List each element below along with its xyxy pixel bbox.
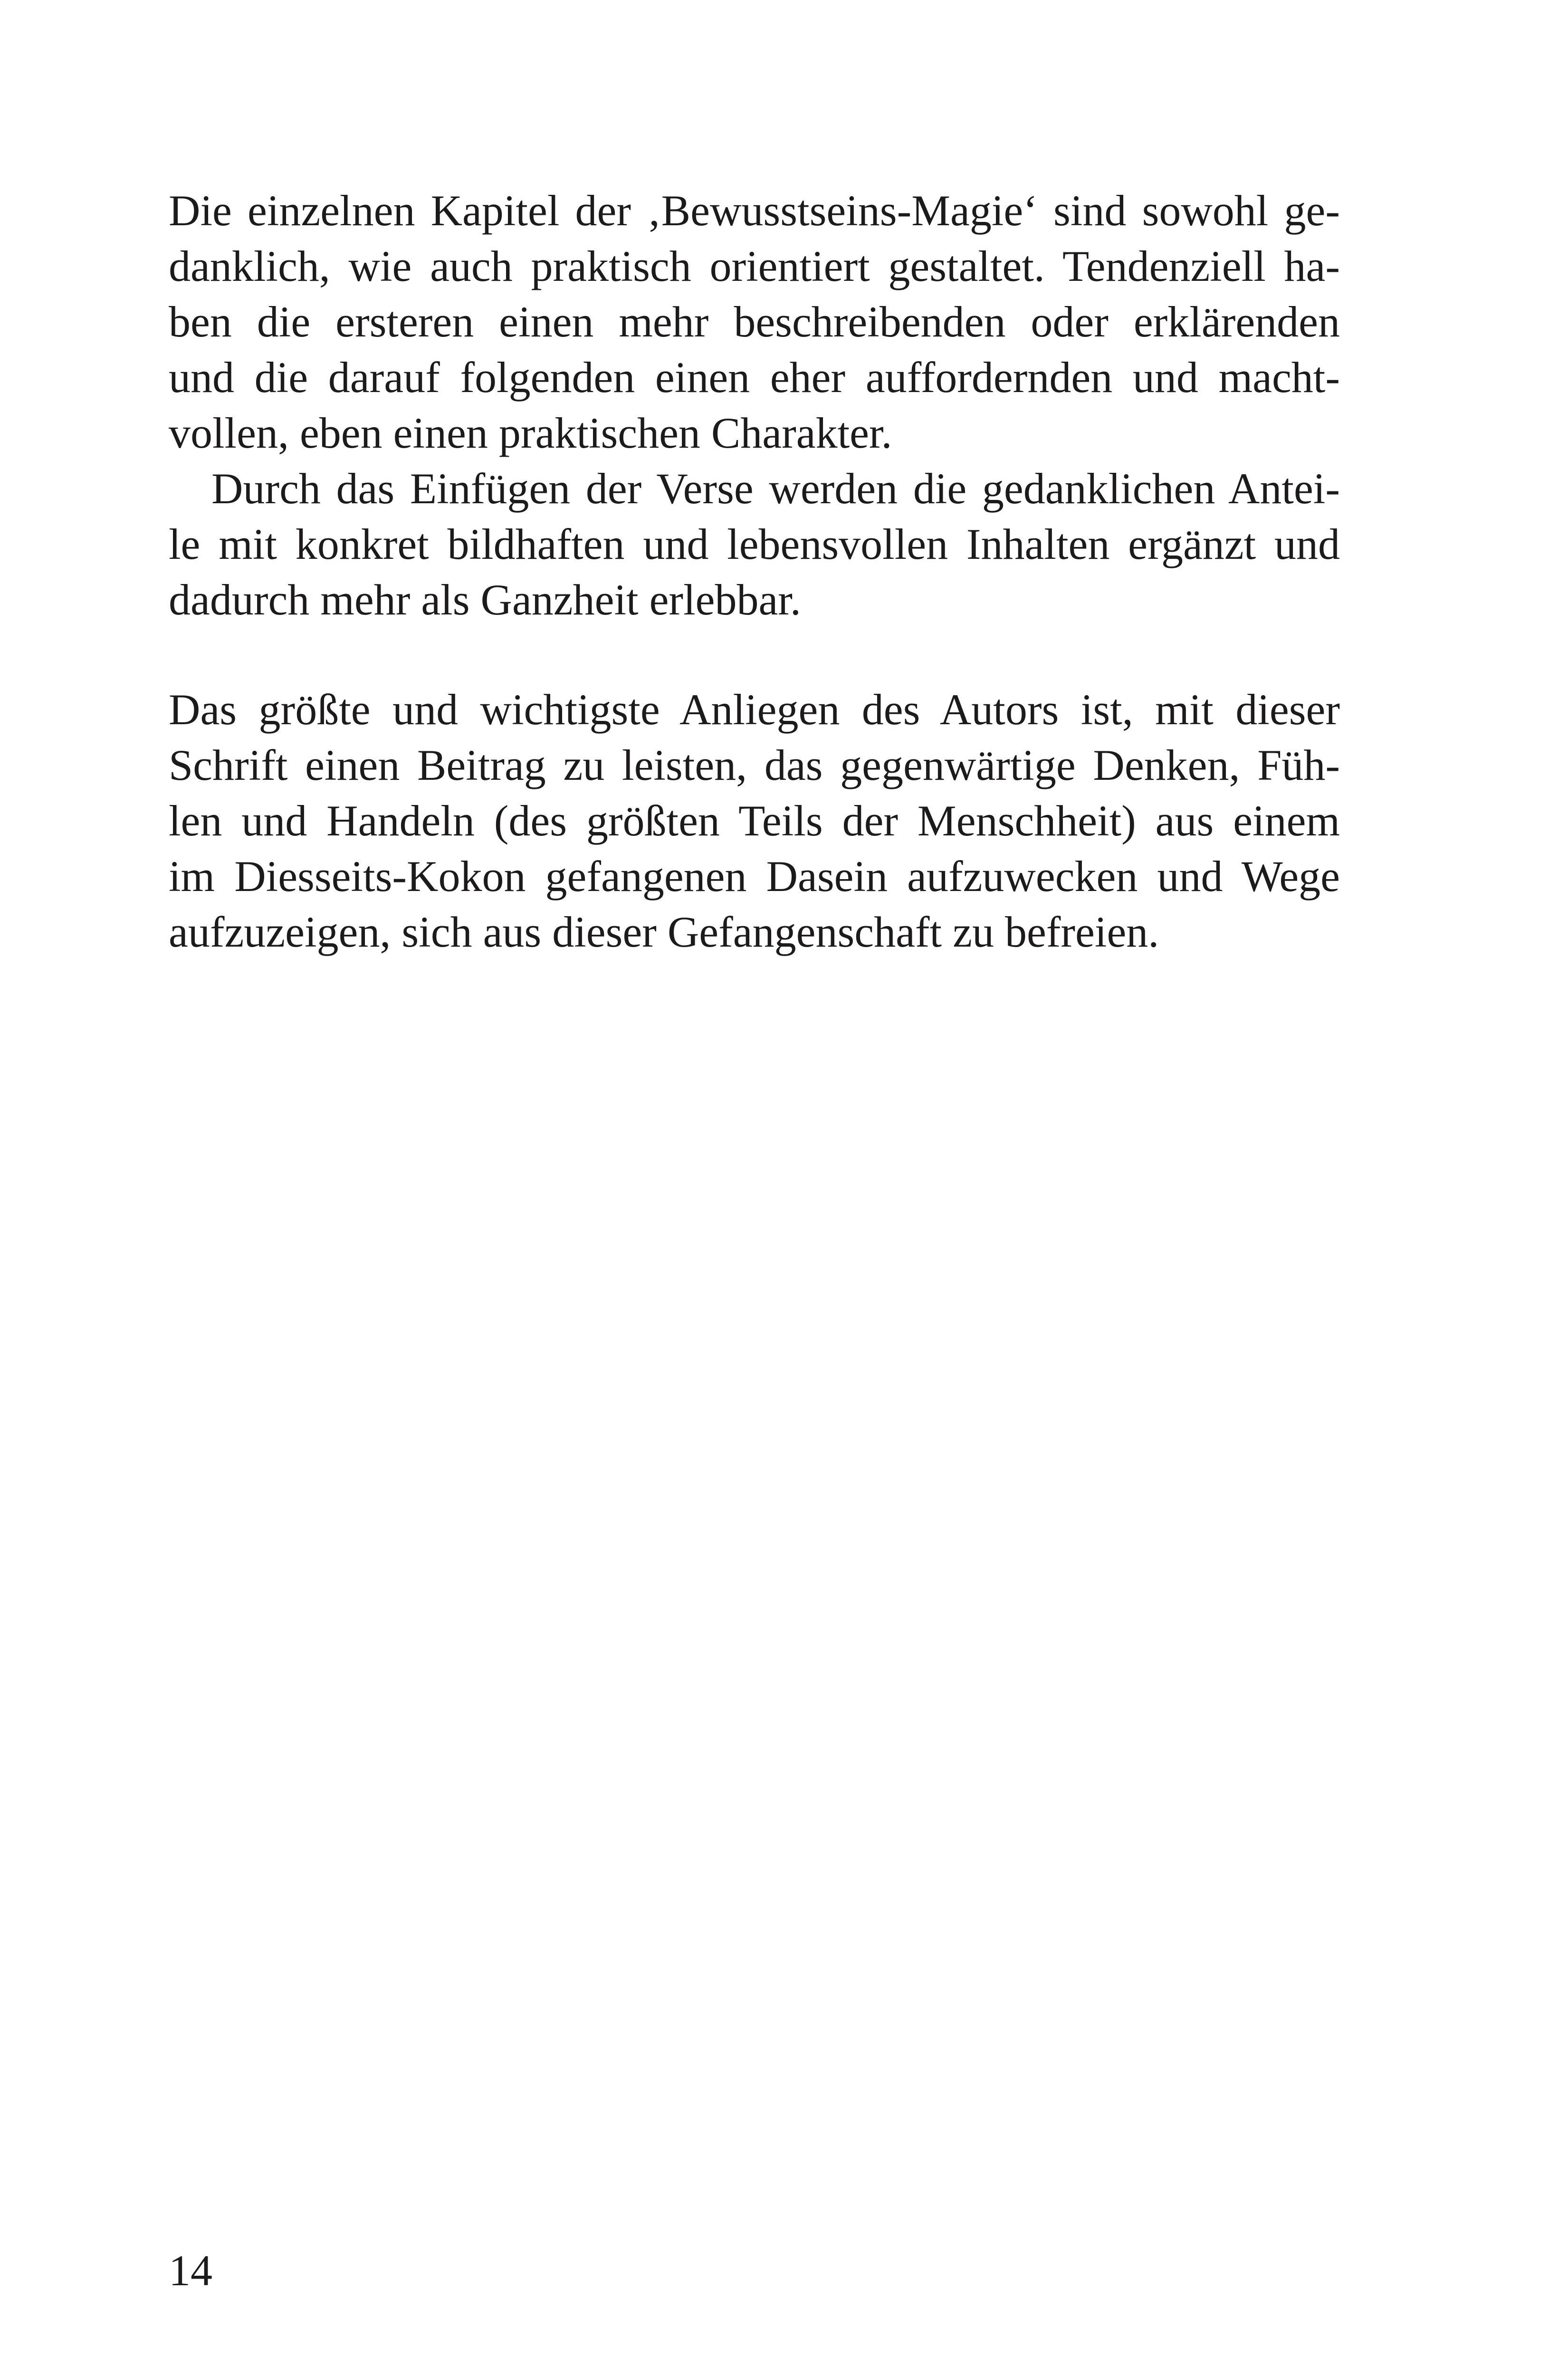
text-line: aufzuzeigen, sich aus dieser Gefangenschaft zu befreien. [169, 908, 1159, 956]
text-line: le mit konkret bildhaften und lebensvollen Inhalten ergänzt und [169, 520, 1340, 568]
text-line: und die darauf folgenden einen eher auffordernden und macht- [169, 353, 1340, 402]
text-line: dadurch mehr als Ganzheit erlebbar. [169, 575, 801, 624]
paragraph-anliegen [169, 682, 1340, 960]
text-line: Durch das Einfügen der Verse werden die gedanklichen Antei- [211, 464, 1340, 513]
page-number: 14 [169, 2246, 212, 2295]
text-line: len und Handeln (des größten Teils der Menschheit) aus einem [169, 796, 1340, 845]
text-line: Die einzelnen Kapitel der ‚Bewusstseins-Magie‘ sind sowohl ge- [169, 186, 1340, 235]
text-line: im Diesseits-Kokon gefangenen Dasein aufzuwecken und Wege [169, 852, 1340, 901]
text-line: ben die ersteren einen mehr beschreibenden oder erklärenden [169, 297, 1340, 346]
text-line: Schrift einen Beitrag zu leisten, das gegenwärtige Denken, Füh- [169, 741, 1340, 789]
text-section-1 [169, 183, 1340, 628]
text-line: vollen, eben einen praktischen Charakter. [169, 409, 892, 457]
text-section-2 [169, 682, 1340, 960]
paragraph-verse [169, 461, 1340, 628]
text-line: Das größte und wichtigste Anliegen des Autors ist, mit dieser [169, 685, 1340, 734]
paragraph-kapitel [169, 183, 1340, 461]
text-line: danklich, wie auch praktisch orientiert gestaltet. Tendenziell ha- [169, 242, 1340, 290]
